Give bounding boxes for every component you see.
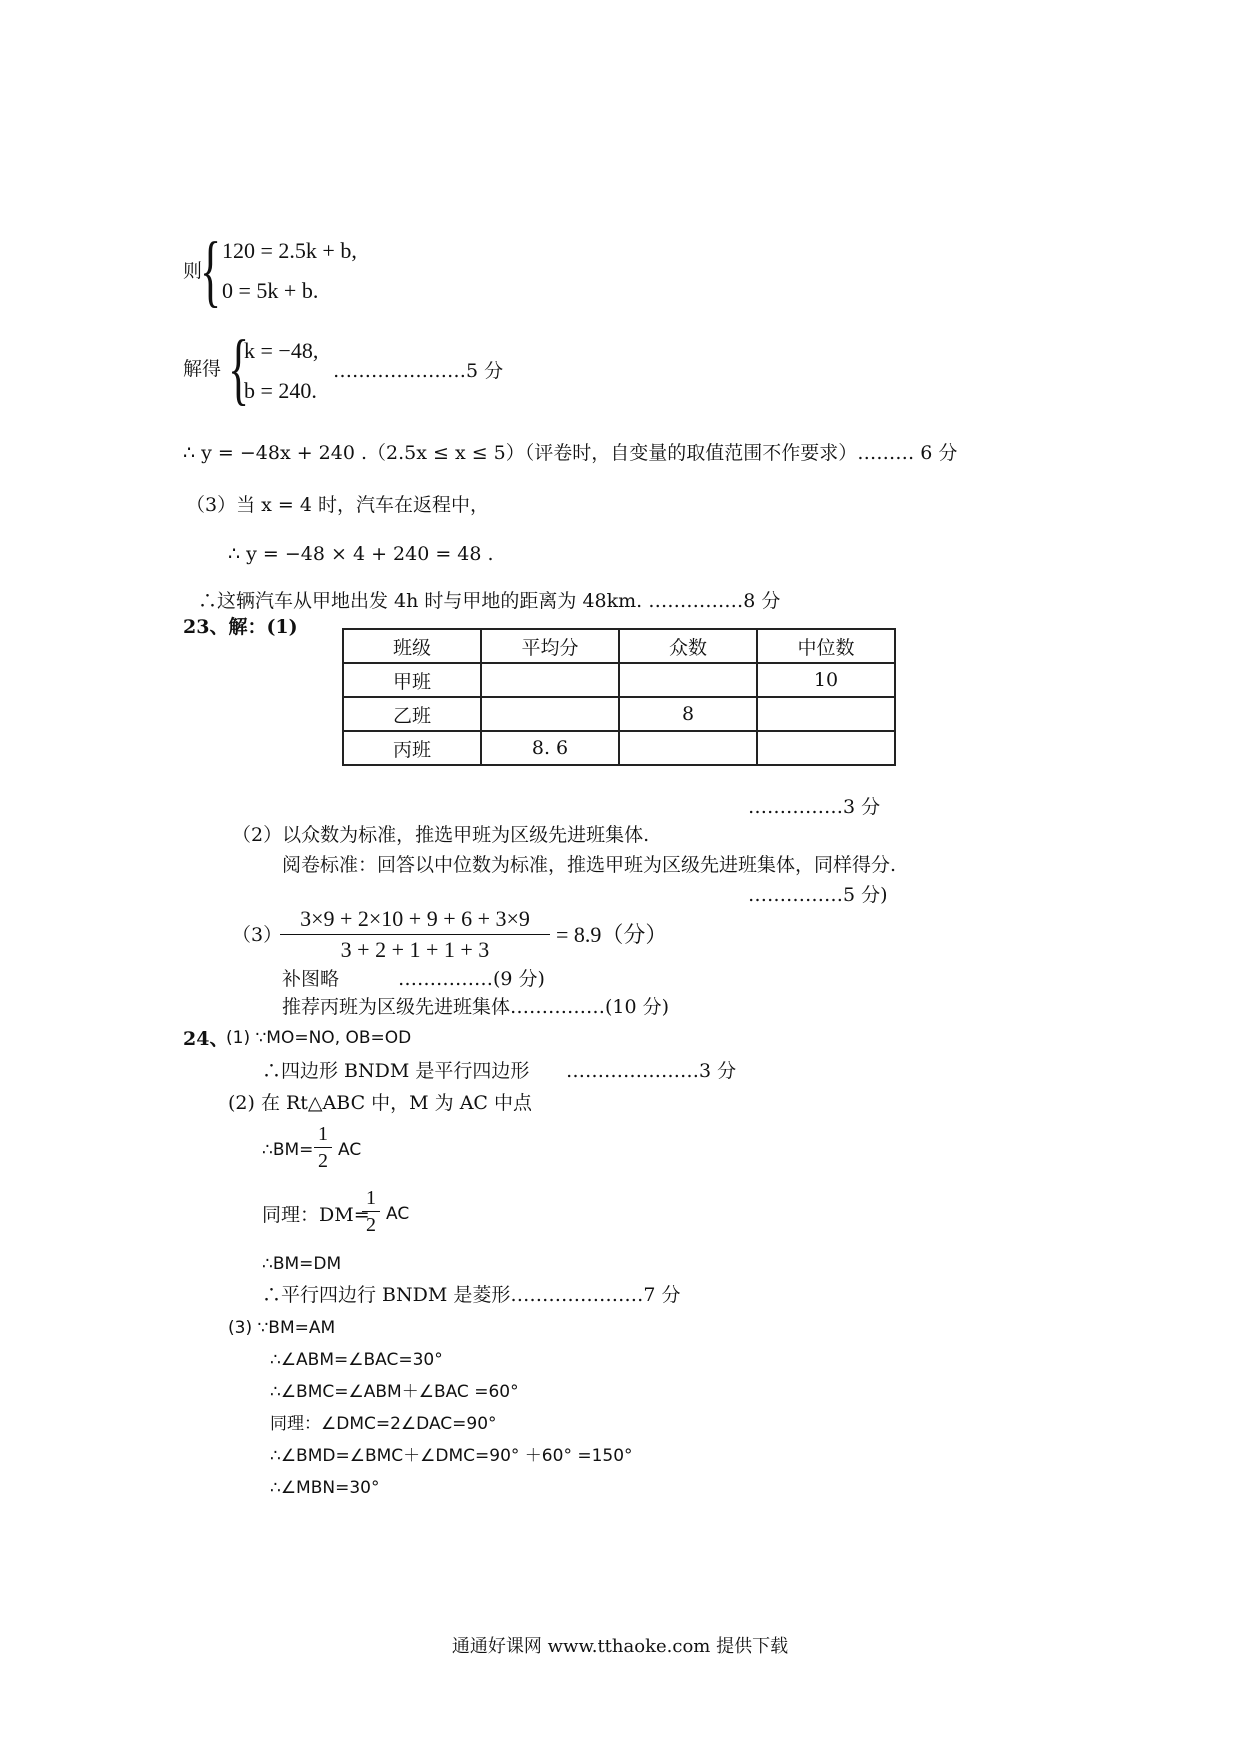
table-header-cell: 中位数 xyxy=(757,629,895,663)
system1-prefix: 则 xyxy=(183,260,203,282)
system2-line1: k = −48, xyxy=(244,338,319,363)
p2-equality: ∴BM=DM xyxy=(262,1254,342,1274)
table-cell: 丙班 xyxy=(343,731,481,765)
fraction-denominator: 2 xyxy=(366,1214,376,1236)
table-cell xyxy=(619,731,757,765)
table-cell xyxy=(619,663,757,697)
p3-line6: ∴∠MBN=30° xyxy=(270,1478,380,1498)
part3-prefix: （3） xyxy=(232,924,283,946)
p3-line3: ∴∠BMC=∠ABM＋∠BAC =60° xyxy=(270,1382,519,1402)
p1-line2: ∴四边形 BNDM 是平行四边形 xyxy=(262,1060,530,1082)
fraction-numerator: 1 xyxy=(366,1187,376,1209)
class-score-table xyxy=(342,628,896,766)
fraction-denominator: 2 xyxy=(318,1150,328,1172)
score-marker: ……………5 分) xyxy=(748,884,888,906)
fraction-bar xyxy=(314,1147,332,1148)
result-line: ∴ y = −48x + 240 .（2.5x ≤ x ≤ 5）（评卷时，自变量的取值范围不作要求）……… 6 分 xyxy=(183,442,958,464)
p2-bm-suffix: AC xyxy=(338,1140,362,1160)
table-cell: 10 xyxy=(757,663,895,697)
part2-line: （2）以众数为标准，推选甲班为区级先进班集体. xyxy=(232,824,650,846)
calculation-line: ∴ y = −48 × 4 + 240 = 48 . xyxy=(228,543,494,565)
table-header-row xyxy=(343,629,895,663)
p3-line1: (3) ∵BM=AM xyxy=(228,1318,336,1338)
fraction-bar xyxy=(362,1211,380,1212)
conclusion-line: ∴这辆汽车从甲地出发 4h 时与甲地的距离为 48km. ……………8 分 xyxy=(198,590,781,612)
table-cell xyxy=(481,697,619,731)
table-header-cell: 班级 xyxy=(343,629,481,663)
p1-line1: (1) ∵MO=NO, OB=OD xyxy=(226,1028,412,1048)
brace-icon: { xyxy=(200,227,222,315)
fraction-numerator: 3×9 + 2×10 + 9 + 6 + 3×9 xyxy=(300,906,530,931)
score-marker: …………………5 分 xyxy=(333,360,504,382)
brace-icon: { xyxy=(228,325,250,413)
p3-line4: 同理：∠DMC=2∠DAC=90° xyxy=(270,1414,497,1434)
table-row xyxy=(343,663,895,697)
p2-conclusion: ∴平行四边行 BNDM 是菱形…………………7 分 xyxy=(262,1284,681,1306)
p2-dm-prefix: 同理：DM= xyxy=(262,1204,370,1226)
system2-line2: b = 240. xyxy=(244,378,317,403)
system2-prefix: 解得 xyxy=(183,358,222,380)
question-24-header: 24、 xyxy=(183,1028,229,1050)
fraction-bar xyxy=(280,934,550,935)
table-cell xyxy=(757,697,895,731)
fraction-result: = 8.9（分） xyxy=(556,922,668,947)
table-header-cell: 众数 xyxy=(619,629,757,663)
table-cell: 乙班 xyxy=(343,697,481,731)
system1-line2: 0 = 5k + b. xyxy=(222,278,319,303)
supplement-line: 补图略 xyxy=(282,968,340,990)
table-cell: 8. 6 xyxy=(481,731,619,765)
table-cell xyxy=(481,663,619,697)
table-cell: 甲班 xyxy=(343,663,481,697)
score-marker: ……………(9 分) xyxy=(398,968,545,990)
table-row xyxy=(343,697,895,731)
recommend-line: 推荐丙班为区级先进班集体……………(10 分) xyxy=(282,996,670,1018)
fraction-numerator: 1 xyxy=(318,1123,328,1145)
weighted-average-fraction xyxy=(280,908,550,961)
fraction-denominator: 3 + 2 + 1 + 1 + 3 xyxy=(340,937,490,962)
p2-line1: (2) 在 Rt△ABC 中，M 为 AC 中点 xyxy=(228,1092,532,1114)
table-row xyxy=(343,731,895,765)
table-cell xyxy=(757,731,895,765)
grading-standard: 阅卷标准：回答以中位数为标准，推选甲班为区级先进班集体，同样得分. xyxy=(282,854,897,876)
question-23-header: 23、解：(1) xyxy=(183,616,298,638)
p3-line5: ∴∠BMD=∠BMC＋∠DMC=90° ＋60° =150° xyxy=(270,1446,633,1466)
table-cell: 8 xyxy=(619,697,757,731)
half-fraction xyxy=(362,1188,380,1235)
p3-line2: ∴∠ABM=∠BAC=30° xyxy=(270,1350,443,1370)
half-fraction xyxy=(314,1124,332,1171)
table-header-cell: 平均分 xyxy=(481,629,619,663)
score-marker: …………………3 分 xyxy=(566,1060,737,1082)
p2-bm-prefix: ∴BM= xyxy=(262,1140,314,1160)
part3-line: （3）当 x = 4 时，汽车在返程中， xyxy=(186,494,489,516)
score-marker: ……………3 分 xyxy=(748,796,881,818)
page-footer: 通通好课网 www.tthaoke.com 提供下载 xyxy=(451,1636,789,1657)
system1-line1: 120 = 2.5k + b, xyxy=(222,238,357,263)
p2-dm-suffix: AC xyxy=(386,1204,410,1224)
